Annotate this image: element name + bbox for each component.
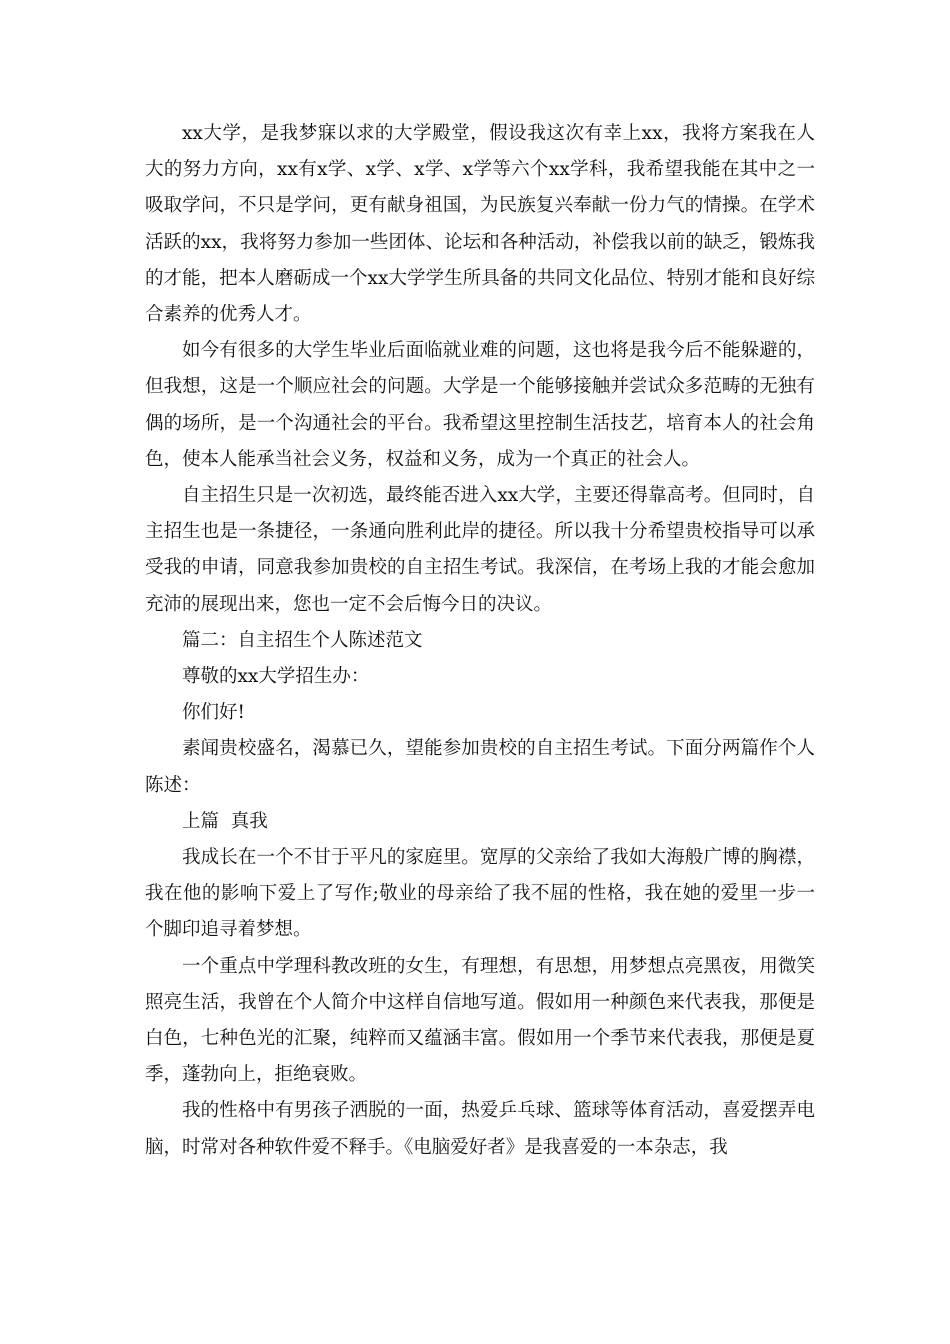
section-heading: 篇二：自主招生个人陈述范文: [182, 629, 423, 651]
paragraph-6: 我的性格中有男孩子洒脱的一面，热爱乒乓球、篮球等体育活动，喜爱摆弄电脑，时常对各种软件爱不释手。《电脑爱好者》是我喜爱的一本杂志，我: [145, 1100, 815, 1158]
paragraph-2: 如今有很多的大学生毕业后面临就业难的问题，这也将是我今后不能躲避的，但我想，这是一个顺应社会的问题。大学是一个能够接触并尝试众多范畴的无独有偶的场所，是一个沟通社会的平台。我希望这里控制生活技艺，培育本人的社会角色，使本人能承当社会义务，权益和义务，成为一个真正的社会人。: [145, 340, 815, 470]
subsection-heading: 上篇 真我: [182, 810, 268, 832]
document-page: [145, 116, 815, 1166]
salutation: 尊敬的xx大学招生办：: [182, 666, 370, 688]
paragraph-3: 自主招生只是一次初选，最终能否进入xx大学，主要还得靠高考。但同时，自主招生也是一条捷径，一条通向胜利此岸的捷径。所以我十分希望贵校指导可以承受我的申请，同意我参加贵校的自主招生考试。我深信，在考场上我的才能会愈加充沛的展现出来，您也一定不会后悔今日的决议。: [145, 485, 815, 615]
paragraph-5: 一个重点中学理科教改班的女生，有理想，有思想，用梦想点亮黑夜，用微笑照亮生活，我曾在个人简介中这样自信地写道。假如用一种颜色来代表我，那便是白色，七种色光的汇聚，纯粹而又蕴涵丰富。假如用一个季节来代表我，那便是夏季，蓬勃向上，拒绝衰败。: [145, 955, 815, 1086]
paragraph-1: xx大学，是我梦寐以求的大学殿堂，假设我这次有幸上xx，我将方案我在人大的努力方向，xx有x学、x学、x学、x学等六个xx学科，我希望我能在其中之一吸取学问，不只是学问，更有献身祖国，为民族复兴奉献一份力气的情操。在学术活跃的xx，我将努力参加一些团体、论坛和各种活动，补偿我以前的缺乏，锻炼我的才能，把本人磨砺成一个xx大学学生所具备的共同文化品位、特别才能和良好综合素养的优秀人才。: [145, 123, 815, 326]
paragraph-4: 我成长在一个不甘于平凡的家庭里。宽厚的父亲给了我如大海般广博的胸襟，我在他的影响下爱上了写作;敬业的母亲给了我不屈的性格，我在她的爱里一步一个脚印追寻着梦想。: [145, 847, 815, 941]
greeting: 你们好!: [182, 702, 245, 724]
paragraph-intro: 素闻贵校盛名，渴慕已久，望能参加贵校的自主招生考试。下面分两篇作个人陈述：: [145, 738, 815, 796]
